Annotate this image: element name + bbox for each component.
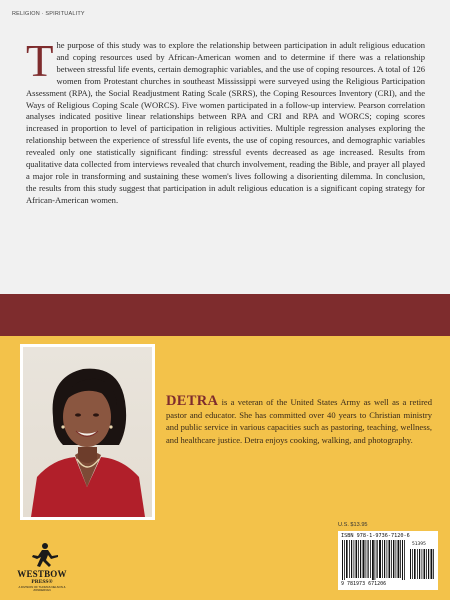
portrait-illustration — [23, 347, 152, 517]
isbn-addon-digits: 51395 — [412, 542, 426, 547]
publisher-name: WESTBOW — [17, 569, 67, 579]
author-photo — [20, 344, 155, 520]
category-label: RELIGION · SPIRITUALITY — [12, 11, 85, 17]
abstract-text: he purpose of this study was to explore the relationship between participation in adult religious education and coping resources used by African-American women and to determine if there was a relationship between stressful life events, certain demographic variables, and the use of coping resources. A total of 126 women from Protestant churches in southeast Mississippi were surveyed using the Religious Participation Assessment (RPA), the Social Readjustment Rating Scale (SRRS), the Coping Resources Inventory (CRI), and the Ways of Religious Coping Scale (WORCS). Five women participated in a follow-up interview. Pearson correlation analyses indicated positive linear relationships between RPA and CRI and RPA and WORCS; coping scores increased in proportion to level of participation in religious activities. Multiple regression analyses exploring the relationship between the experience of stressful life events, the use of coping resources, and demographic variables revealed only one statistically significant finding: stressful events decreased as age increased. Results from qualitative data collected from interviews revealed that church involvement, reading the Bible, and prayer all played a major role in transforming and sustaining these women's lives following a disorienting dilemma. In conclusion, the results from this study suggest that participation in adult religious education is a significant coping strategy for African-American women. — [26, 40, 425, 205]
abstract-text-block — [26, 36, 425, 207]
isbn-text: ISBN 978-1-9736-7120-6 — [341, 533, 410, 539]
publisher-sub: PRESS® — [31, 579, 53, 585]
publisher-tagline: A DIVISION OF THOMAS NELSON & ZONDERVAN — [18, 585, 66, 593]
author-bio — [166, 395, 432, 447]
maroon-divider-band — [0, 294, 450, 336]
drop-cap: T — [26, 36, 54, 86]
author-name: DETRA — [166, 393, 219, 409]
runner-icon — [14, 541, 70, 569]
isbn-barcode — [338, 531, 438, 590]
price-label: U.S. $13.95 — [338, 522, 368, 528]
author-portrait-image — [23, 347, 152, 517]
barcode-digits: 9 781973 671206 — [341, 581, 387, 587]
author-bio-text: is a veteran of the United States Army as well as a retired pastor and educator. She has committed over 40 years to Christian ministry and public service in various capacities such as pastoring, teaching, wellness, and healthcare justice. Detra enjoys cooking, walking, and photography. — [166, 397, 432, 446]
publisher-logo — [14, 541, 70, 595]
